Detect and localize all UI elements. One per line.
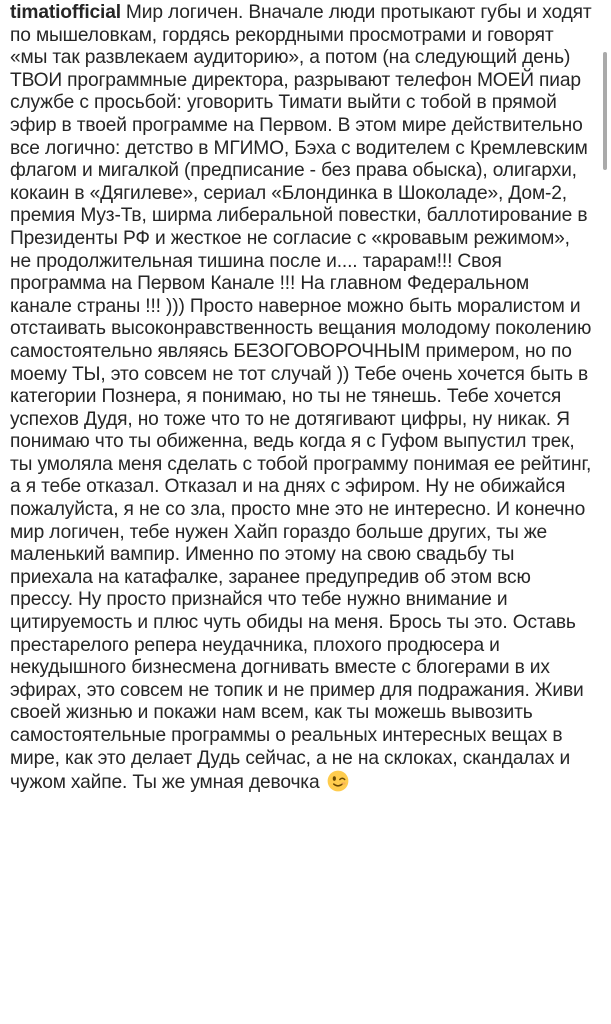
post-caption (10, 2, 592, 795)
winking-face-icon (327, 770, 349, 792)
caption-text: Мир логичен. Вначале люди протыкают губы и ходят по мышеловкам, гордясь рекордными просмотрами и говорят «мы так развлекаем аудиторию», а потом (на следующий день) ТВОИ программные директора, разрывают телефон МОЕЙ пиар службе с просьбой: уговорить Тимати выйти с тобой в прямой эфир в твоей программе на Первом. В этом мире действительно все логично: детство в МГИМО, Бэха с водителем с Кремлевским флагом и мигалкой (предписание - без права обыска), олигархи, кокаин в «Дягилеве», сериал «Блондинка в Шоколаде», Дом-2, премия Муз-Тв, ширма либеральной повестки, баллотирование в Президенты РФ и жесткое не согласие с «кровавым режимом», не продолжительная тишина после и.... тарарам!!! Своя программа на Первом Канале !!! На главном Федеральном канале страны !!! ))) Просто наверное можно быть моралистом и отстаивать высоконравственность вещания молодому поколению самостоятельно являясь БЕЗОГОВОРОЧНЫМ примером, но по моему ТЫ, это совсем не тот случай )) Тебе очень хочется быть в категории Познера, я понимаю, но ты не тянешь. Тебе хочется успехов Дудя, но тоже что то не дотягивают цифры, ну никак. Я понимаю что ты обиженна, ведь когда я с Гуфом выпустил трек, ты умоляла меня сделать с тобой программу понимая ее рейтинг, а я тебе отказал. Отказал и на днях с эфиром. Ну не обижайся пожалуйста, я не со зла, просто мне это не интересно. И конечно мир логичен, тебе нужен Хайп гораздо больше других, ты же маленький вампир. Именно по этому на свою свадьбу ты приехала на катафалке, заранее предупредив об этом всю прессу. Ну просто признайся что тебе нужно внимание и цитируемость и плюс чуть обиды на меня. Брось ты это. Оставь престарелого репера неудачника, плохого продюсера и некудышного бизнесмена догнивать вместе с блогерами в их эфирах, это совсем не топик и не пример для подражания. Живи своей жизнью и покажи нам всем, как ты можешь вывозить самостоятельные программы о реальных интересных вещах в мире, как это делает Дудь сейчас, а не на склоках, скандалах и чужом хайпе. Ты же умная девочка (10, 2, 592, 794)
scrollbar-thumb[interactable] (603, 52, 607, 170)
username-link[interactable]: timatiofficial (10, 2, 121, 23)
